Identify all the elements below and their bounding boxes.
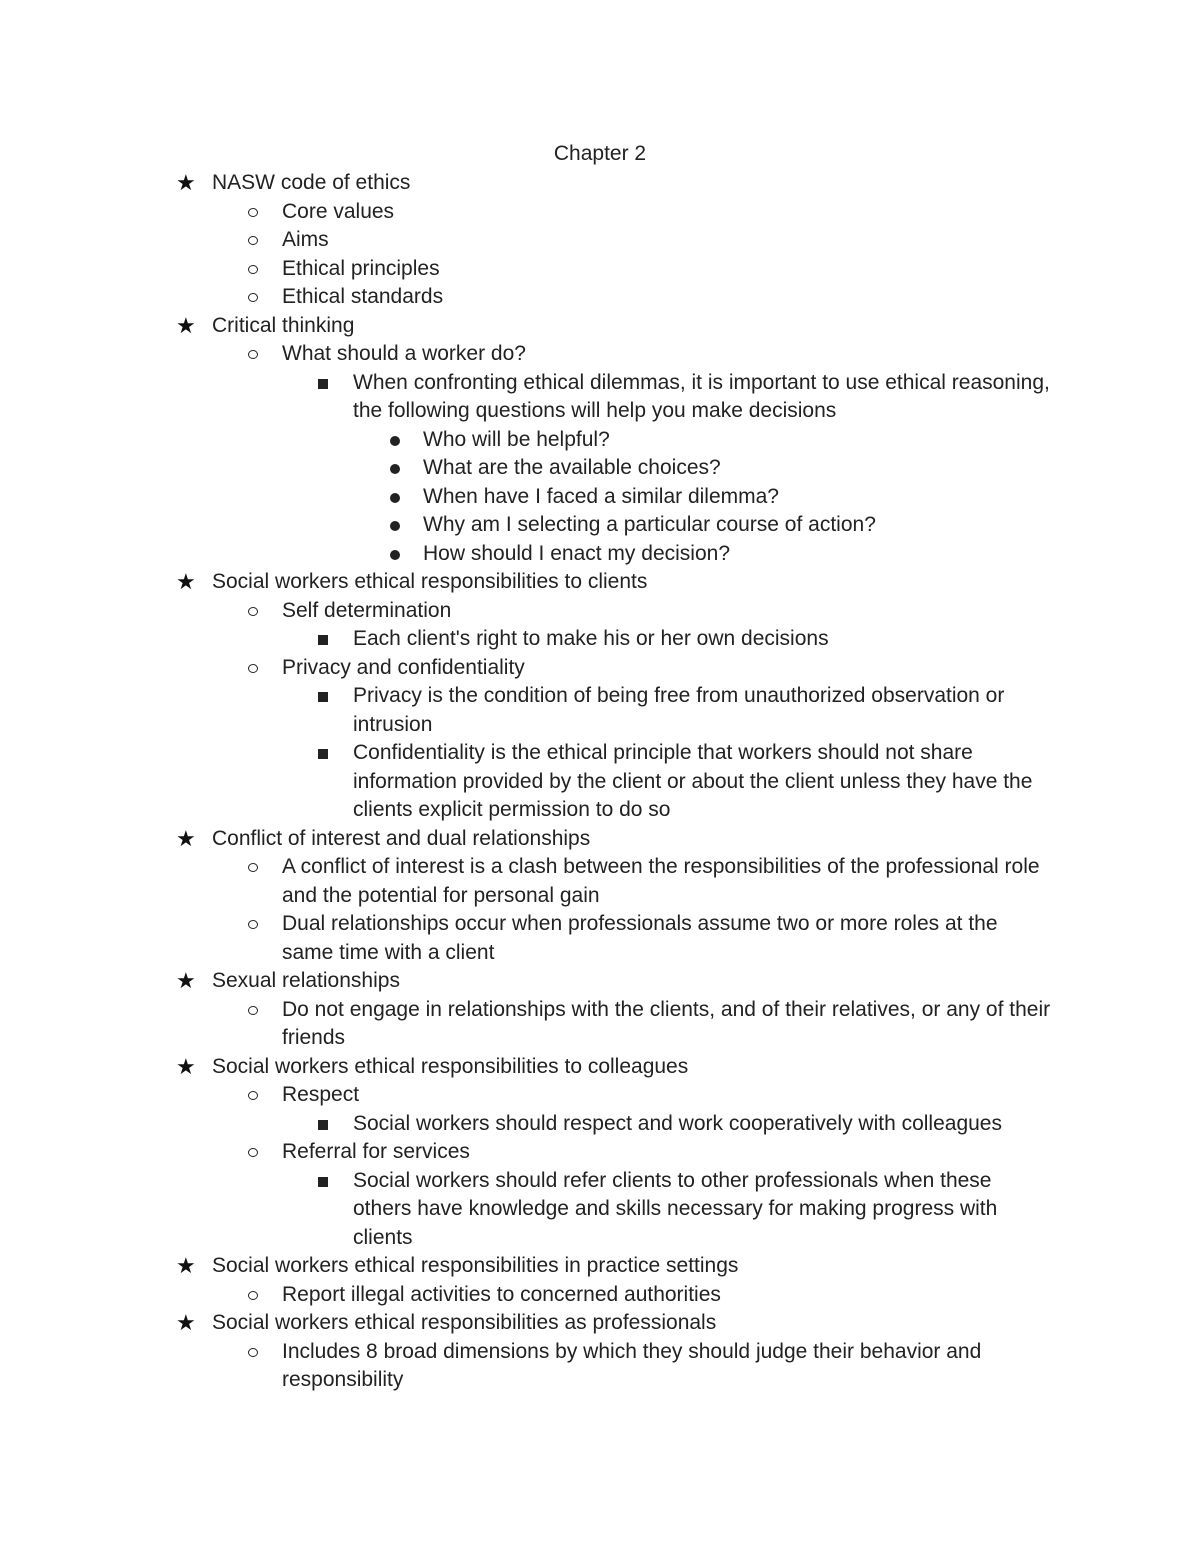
- outline-item-text: Self determination: [282, 598, 452, 622]
- star-icon: ★: [176, 312, 196, 338]
- hollow-circle-icon: [248, 654, 258, 683]
- filled-square-icon: [318, 682, 328, 711]
- outline-item-level-2: [0, 625, 1200, 654]
- hollow-circle-icon: [248, 597, 258, 626]
- outline-item-level-1: [0, 1081, 1200, 1110]
- outline-item-level-2: [0, 369, 1200, 426]
- star-icon: ★: [176, 1310, 196, 1336]
- outline-item-level-0: [0, 1309, 1200, 1338]
- outline-item-text: Report illegal activities to concerned authorities: [282, 1282, 721, 1306]
- outline-item-level-1: [0, 597, 1200, 626]
- hollow-circle-icon: [248, 255, 258, 284]
- outline-item-text: How should I enact my decision?: [423, 541, 730, 565]
- outline-item-level-2: [0, 1167, 1200, 1253]
- hollow-circle-icon: [248, 198, 258, 227]
- outline-item-text: Social workers ethical responsibilities to colleagues: [212, 1054, 689, 1078]
- filled-dot-icon: [390, 483, 400, 512]
- hollow-circle-icon: [248, 340, 258, 369]
- hollow-circle-icon: [248, 1281, 258, 1310]
- outline-item-level-1: [0, 1138, 1200, 1167]
- outline-item-level-0: [0, 312, 1200, 341]
- outline-item-level-2: [0, 1110, 1200, 1139]
- star-icon: ★: [176, 170, 196, 196]
- outline-item-level-0: [0, 1053, 1200, 1082]
- outline-item-text: Conflict of interest and dual relationships: [212, 826, 591, 850]
- outline-item-level-0: [0, 1252, 1200, 1281]
- outline-item-text: Privacy is the condition of being free from unauthorized observation or intrusion: [353, 684, 1005, 736]
- outline-item-level-3: [0, 426, 1200, 455]
- outline-item-text: Respect: [282, 1083, 360, 1106]
- outline-item-text: Privacy and confidentiality: [282, 655, 525, 679]
- outline-item-text: Social workers should refer clients to other professionals when these others have knowledge and skills necessary for making progress with clients: [353, 1168, 998, 1249]
- outline-list: [0, 169, 1200, 1395]
- outline-item-text: Critical thinking: [212, 313, 355, 337]
- outline-item-text: Why am I selecting a particular course of action?: [423, 513, 876, 536]
- hollow-circle-icon: [248, 1081, 258, 1110]
- hollow-circle-icon: [248, 853, 258, 882]
- outline-item-level-3: [0, 540, 1200, 569]
- outline-item-level-1: [0, 1281, 1200, 1310]
- filled-square-icon: [318, 739, 328, 768]
- outline-item-level-3: [0, 483, 1200, 512]
- star-icon: ★: [176, 968, 196, 994]
- outline-item-level-1: [0, 283, 1200, 312]
- filled-dot-icon: [390, 511, 400, 540]
- outline-item-text: What are the available choices?: [423, 456, 721, 479]
- outline-item-level-1: [0, 198, 1200, 227]
- filled-square-icon: [318, 369, 328, 398]
- filled-dot-icon: [390, 426, 400, 455]
- hollow-circle-icon: [248, 996, 258, 1025]
- outline-item-level-0: [0, 169, 1200, 198]
- hollow-circle-icon: [248, 1138, 258, 1167]
- hollow-circle-icon: [248, 910, 258, 939]
- outline-item-level-1: [0, 853, 1200, 910]
- filled-square-icon: [318, 1110, 328, 1139]
- outline-item-text: When confronting ethical dilemmas, it is important to use ethical reasoning, the following questions will help you make decisions: [353, 370, 1050, 422]
- outline-item-level-1: [0, 340, 1200, 369]
- outline-item-text: Do not engage in relationships with the clients, and of their relatives, or any of their friends: [282, 997, 1051, 1049]
- hollow-circle-icon: [248, 226, 258, 255]
- star-icon: ★: [176, 1253, 196, 1279]
- outline-item-text: Social workers ethical responsibilities in practice settings: [212, 1254, 739, 1277]
- outline-item-level-0: [0, 568, 1200, 597]
- outline-item-level-2: [0, 682, 1200, 739]
- outline-item-text: Aims: [282, 228, 329, 251]
- star-icon: ★: [176, 1053, 196, 1079]
- outline-item-text: Dual relationships occur when professionals assume two or more roles at the same time with a client: [282, 912, 998, 964]
- outline-item-text: Social workers ethical responsibilities to clients: [212, 570, 648, 593]
- outline-item-level-1: [0, 654, 1200, 683]
- outline-item-level-0: [0, 967, 1200, 996]
- hollow-circle-icon: [248, 283, 258, 312]
- outline-item-text: What should a worker do?: [282, 342, 526, 365]
- outline-item-text: When have I faced a similar dilemma?: [423, 484, 779, 508]
- outline-item-text: Ethical standards: [282, 285, 444, 308]
- outline-item-text: Who will be helpful?: [423, 427, 610, 451]
- star-icon: ★: [176, 825, 196, 851]
- outline-item-text: Confidentiality is the ethical principle that workers should not share information provided by the client or about the client unless they have the clients explicit permission to do so: [353, 741, 1033, 821]
- outline-item-level-1: [0, 226, 1200, 255]
- outline-item-text: Sexual relationships: [212, 969, 400, 992]
- filled-square-icon: [318, 625, 328, 654]
- outline-item-text: Ethical principles: [282, 256, 440, 280]
- outline-item-text: A conflict of interest is a clash between the responsibilities of the professional role and the potential for personal gain: [282, 855, 1040, 907]
- outline-item-text: NASW code of ethics: [212, 171, 411, 194]
- outline-item-text: Referral for services: [282, 1140, 470, 1163]
- outline-item-level-3: [0, 454, 1200, 483]
- outline-item-level-1: [0, 255, 1200, 284]
- star-icon: ★: [176, 569, 196, 595]
- outline-item-level-1: [0, 996, 1200, 1053]
- outline-item-level-0: [0, 825, 1200, 854]
- filled-dot-icon: [390, 454, 400, 483]
- outline-item-level-1: [0, 1338, 1200, 1395]
- filled-dot-icon: [390, 540, 400, 569]
- outline-item-level-2: [0, 739, 1200, 825]
- page-title: Chapter 2: [553, 142, 647, 165]
- outline-item-level-1: [0, 910, 1200, 967]
- hollow-circle-icon: [248, 1338, 258, 1367]
- outline-item-text: Includes 8 broad dimensions by which they should judge their behavior and responsibility: [282, 1339, 982, 1391]
- outline-item-level-3: [0, 511, 1200, 540]
- outline-item-text: Social workers ethical responsibilities as professionals: [212, 1311, 717, 1334]
- outline-item-text: Core values: [282, 199, 395, 223]
- outline-item-text: Social workers should respect and work cooperatively with colleagues: [353, 1111, 1002, 1135]
- outline-item-text: Each client's right to make his or her own decisions: [353, 627, 829, 650]
- filled-square-icon: [318, 1167, 328, 1196]
